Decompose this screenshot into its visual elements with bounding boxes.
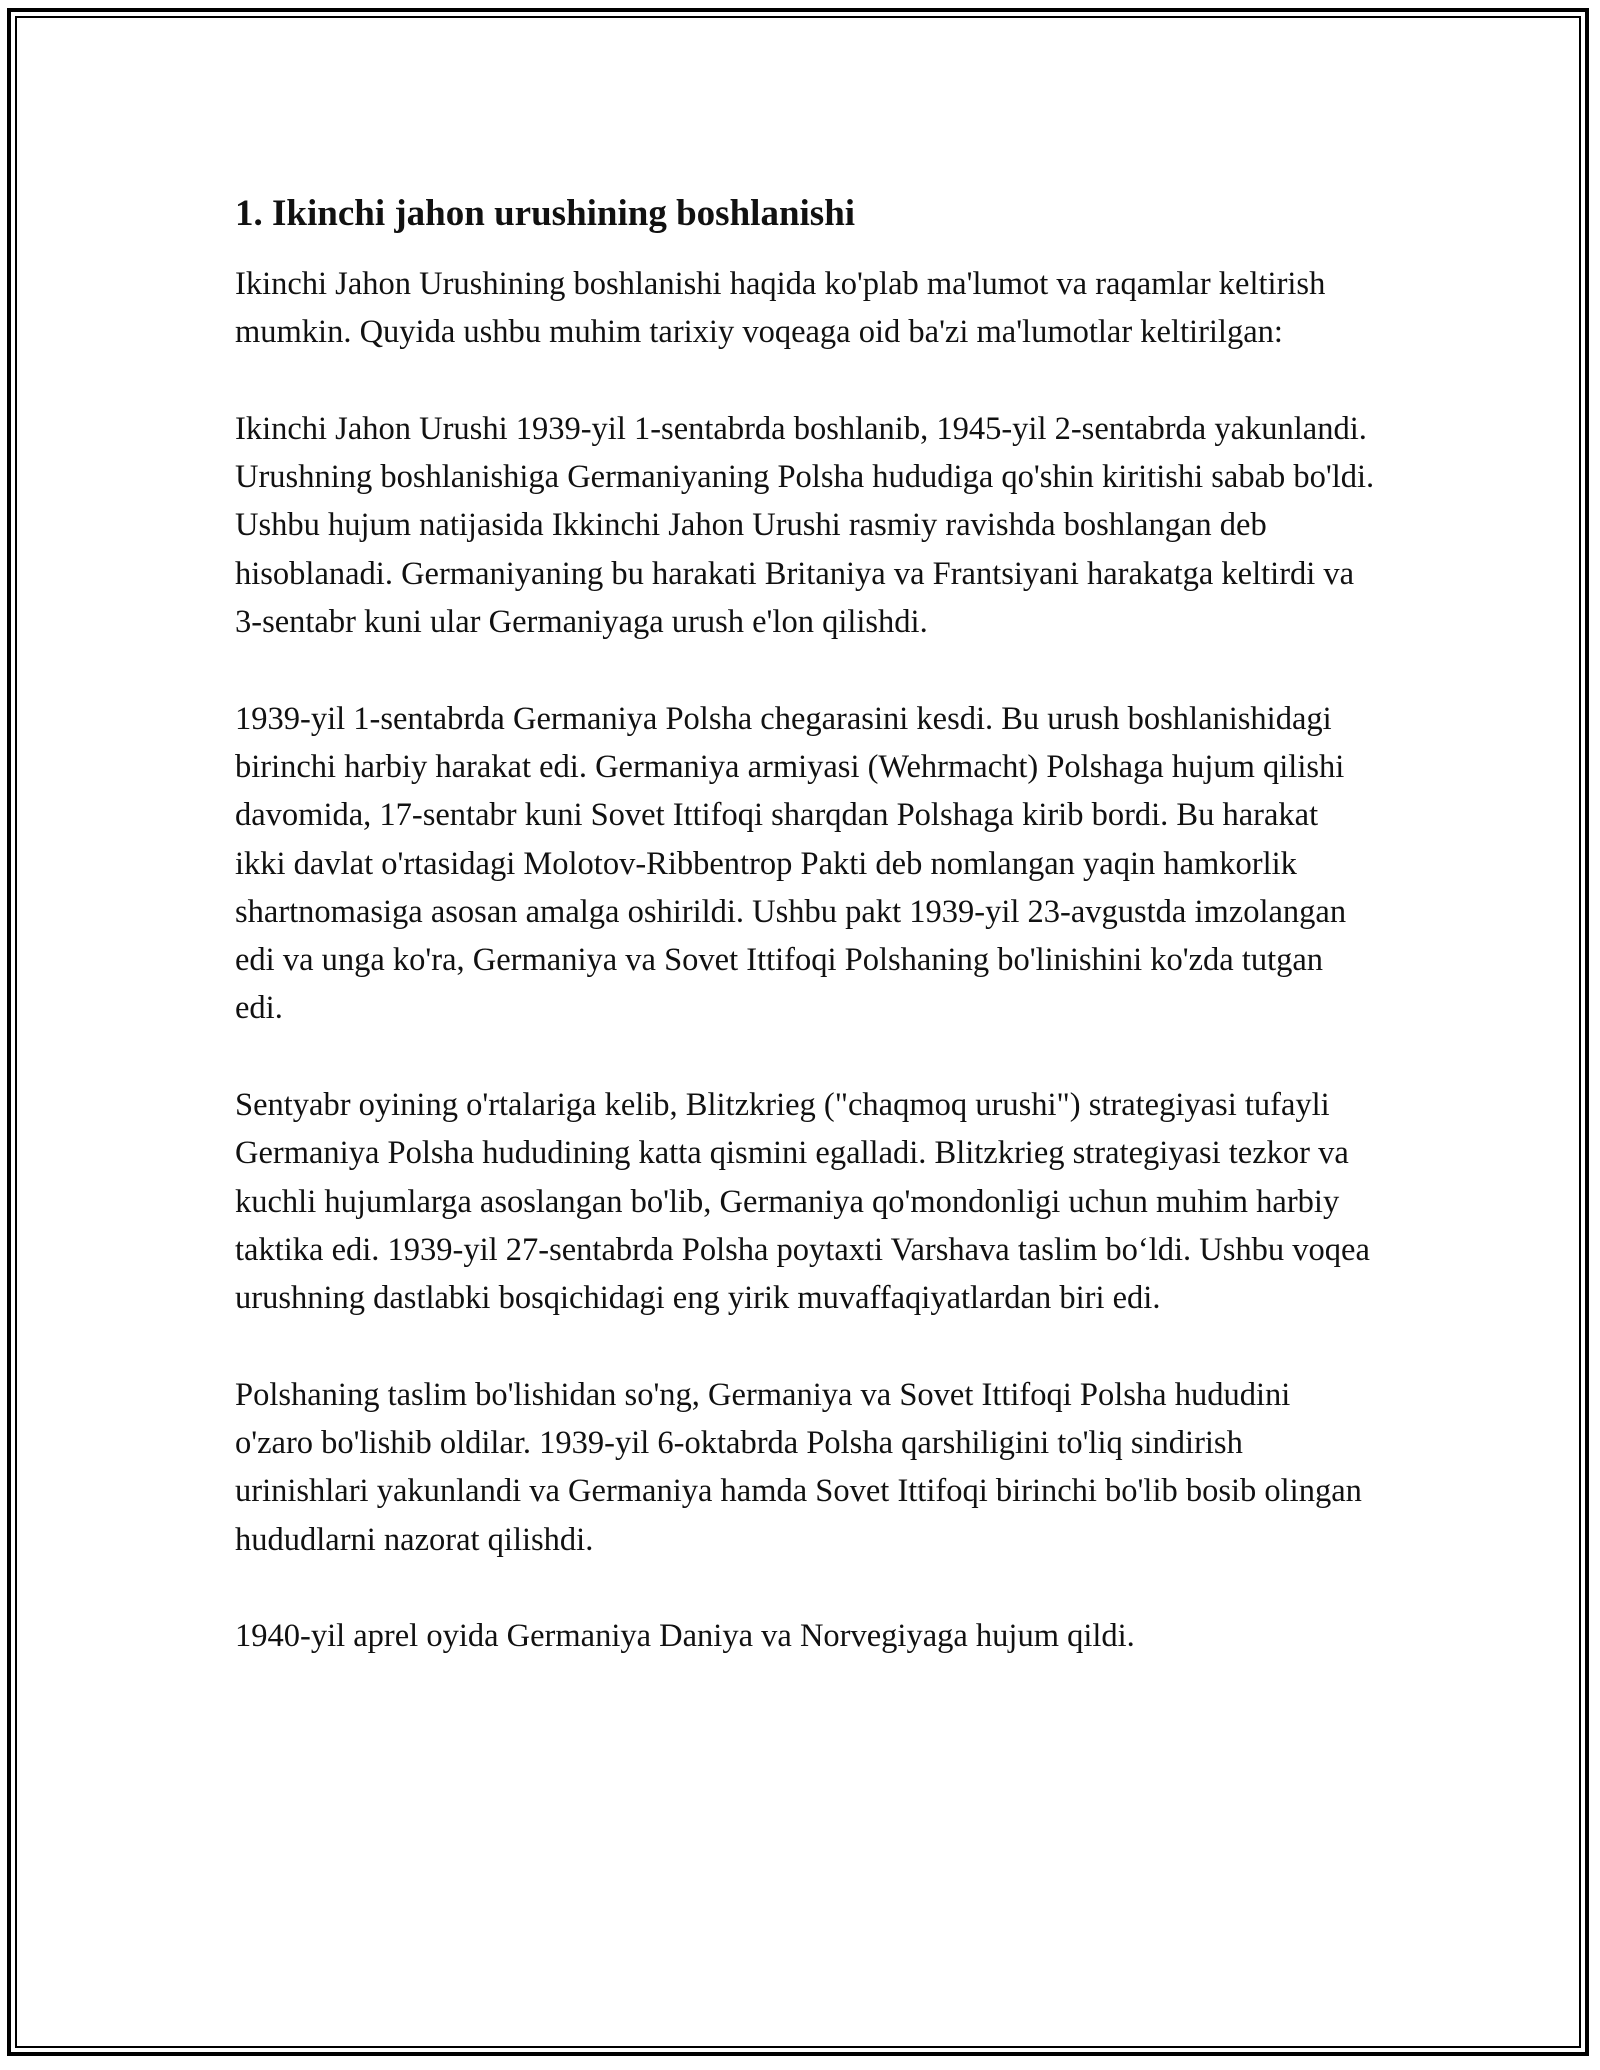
paragraph-blitzkrieg: Sentyabr oyining o'rtalariga kelib, Blitzkrieg ("chaqmoq urushi") strategiyasi tufayli Germaniya Polsha hududining katta qismini egalladi. Blitzkrieg strategiyasi tezkor va kuchli hujumlarga asoslangan bo'lib, Germaniya qo'mondonligi uchun muhim harbiy taktika edi. 1939-yil 27-sentabrda Polsha poytaxti Varshava taslim bo‘ldi. Ushbu voqea urushning dastlabki bosqichidagi eng yirik muvaffaqiyatlardan biri edi.: [235, 1087, 1370, 1317]
section-heading: 1. Ikinchi jahon urushining boshlanishi: [235, 193, 856, 234]
paragraph-partition: Polshaning taslim bo'lishidan so'ng, Germaniya va Sovet Ittifoqi Polsha hududini o'zaro bo'lishib oldilar. 1939-yil 6-oktabrda Polsha qarshiligini to'liq sindirish urinishlari yakunlandi va Germaniya hamda Sovet Ittifoqi birinchi bo'lib bosib olingan hududlarni nazorat qilishdi.: [235, 1376, 1362, 1558]
paragraph-invasion-of-poland: 1939-yil 1-sentabrda Germaniya Polsha chegarasini kesdi. Bu urush boshlanishidagi birinchi harbiy harakat edi. Germaniya armiyasi (Wehrmacht) Polshaga hujum qilishi davomida, 17-sentabr kuni Sovet Ittifoqi sharqdan Polshaga kirib bordi. Bu harakat ikki davlat o'rtasidagi Molotov-Ribbentrop Pakti deb nomlangan yaqin hamkorlik shartnomasiga asosan amalga oshirildi. Ushbu pakt 1939-yil 23-avgustda imzolangan edi va unga ko'ra, Germaniya va Sovet Ittifoqi Polshaning bo'linishini ko'zda tutgan edi.: [235, 700, 1347, 1027]
paragraph-war-dates: Ikinchi Jahon Urushi 1939-yil 1-sentabrda boshlanib, 1945-yil 2-sentabrda yakunlandi. Urushning boshlanishiga Germaniyaning Polsha hududiga qo'shin kiritishi sabab bo'ldi. Ushbu hujum natijasida Ikkinchi Jahon Urushi rasmiy ravishda boshlangan deb hisoblanadi. Germaniyaning bu harakati Britaniya va Frantsiyani harakatga keltirdi va 3-sentabr kuni ular Germaniyaga urush e'lon qilishdi.: [235, 410, 1375, 641]
paragraph-intro: Ikinchi Jahon Urushining boshlanishi haqida ko'plab ma'lumot va raqamlar keltirish mumkin. Quyida ushbu muhim tarixiy voqeaga oid ba'zi ma'lumotlar keltirilgan:: [235, 266, 1326, 351]
document-body: [235, 190, 1375, 1661]
paragraph-denmark-norway: 1940-yil aprel oyida Germaniya Daniya va Norvegiyaga hujum qildi.: [235, 1618, 1135, 1655]
